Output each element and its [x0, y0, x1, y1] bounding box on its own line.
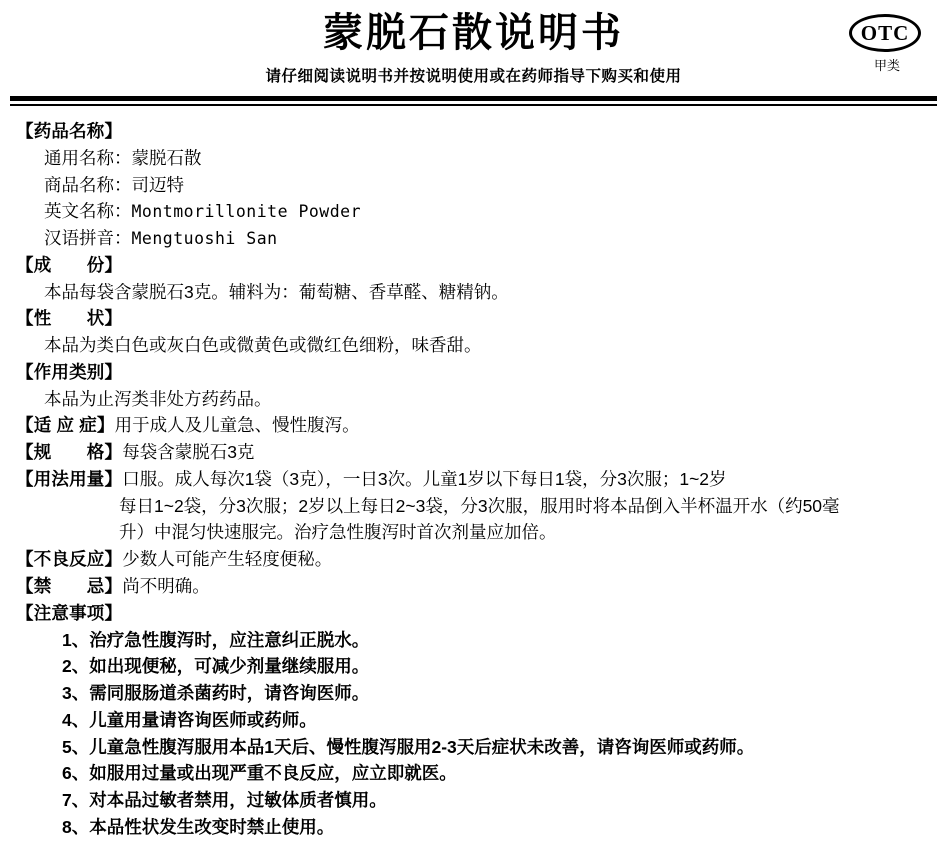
section-indications-text: 用于成人及儿童急、慢性腹泻。 [114, 415, 360, 436]
section-category-text: 本品为止泻类非处方药药品。 [44, 388, 272, 409]
drug-english-name-label: 英文名称： [44, 201, 132, 222]
section-contraindication-text: 尚不明确。 [122, 576, 210, 597]
document-body [0, 106, 947, 841]
notice-item: 8、本品性状发生改变时禁止使用。 [62, 816, 335, 837]
drug-trade-name-value: 司迈特 [131, 174, 184, 195]
section-category-heading: 【作用类别】 [16, 361, 123, 382]
drug-pinyin-row [16, 225, 931, 252]
section-spec-heading: 【规 格】 [16, 442, 123, 463]
drug-generic-name-value: 蒙脱石散 [131, 147, 202, 168]
section-dosage-line2: 每日1~2袋，分3次服；2岁以上每日2~3袋，分3次服，服用时将本品倒入半杯温开水（约50毫 [119, 495, 840, 516]
section-dosage-line3: 升）中混匀快速服完。治疗急性腹泻时首次剂量应加倍。 [119, 522, 557, 543]
section-dosage-row [16, 466, 931, 493]
section-indications-row [16, 412, 931, 439]
section-adverse-text: 少数人可能产生轻度便秘。 [122, 549, 333, 570]
drug-trade-name-label: 商品名称： [44, 174, 132, 195]
notice-item: 7、对本品过敏者禁用，过敏体质者慎用。 [62, 790, 387, 811]
otc-label: 甲类 [873, 58, 900, 73]
drug-pinyin-label: 汉语拼音： [44, 228, 132, 249]
page-subtitle: 请仔细阅读说明书并按说明使用或在药师指导下购买和使用 [265, 68, 682, 85]
section-spec-text: 每袋含蒙脱石3克 [122, 442, 255, 463]
notice-item: 1、治疗急性腹泻时，应注意纠正脱水。 [62, 629, 370, 650]
drug-english-name-row [16, 198, 931, 225]
section-contraindication-heading: 【禁 忌】 [16, 576, 123, 597]
notice-item: 4、儿童用量请咨询医师或药师。 [62, 709, 317, 730]
page-title: 蒙脱石散说明书 [323, 10, 624, 55]
notice-item: 2、如出现便秘，可减少剂量继续服用。 [62, 656, 370, 677]
section-ingredients-text: 本品每袋含蒙脱石3克。辅料为：葡萄糖、香草醛、糖精钠。 [44, 281, 509, 302]
drug-trade-name-row [16, 172, 931, 199]
section-ingredients-heading: 【成 份】 [16, 254, 123, 275]
otc-badge [849, 14, 925, 74]
section-adverse-row [16, 546, 931, 573]
otc-mark: OTC [849, 14, 921, 52]
section-contraindication-row [16, 573, 931, 600]
section-spec-row [16, 439, 931, 466]
header-divider [10, 96, 937, 106]
section-dosage-heading: 【用法用量】 [16, 468, 123, 489]
drug-generic-name-label: 通用名称： [44, 147, 132, 168]
notice-item: 5、儿童急性腹泻服用本品1天后、慢性腹泻服用2-3天后症状未改善，请咨询医师或药师。 [62, 736, 755, 757]
section-dosage-line1: 口服。成人每次1袋（3克），一日3次。儿童1岁以下每日1袋，分3次服；1~2岁 [122, 468, 727, 489]
notice-item: 6、如服用过量或出现严重不良反应，应立即就医。 [62, 763, 457, 784]
section-drug-name-heading: 【药品名称】 [16, 121, 123, 141]
section-notices-heading: 【注意事项】 [16, 602, 123, 623]
notice-item: 3、需同服肠道杀菌药时，请咨询医师。 [62, 683, 370, 704]
drug-generic-name-row [16, 145, 931, 172]
drug-pinyin-value: Mengtuoshi San [131, 229, 278, 249]
section-properties-text: 本品为类白色或灰白色或微黄色或微红色细粉，味香甜。 [44, 335, 482, 356]
document-header [0, 0, 947, 86]
drug-english-name-value: Montmorillonite Powder [131, 202, 362, 222]
section-indications-heading: 【适 应 症】 [16, 415, 115, 436]
section-properties-heading: 【性 状】 [16, 308, 123, 329]
section-adverse-heading: 【不良反应】 [16, 549, 123, 570]
